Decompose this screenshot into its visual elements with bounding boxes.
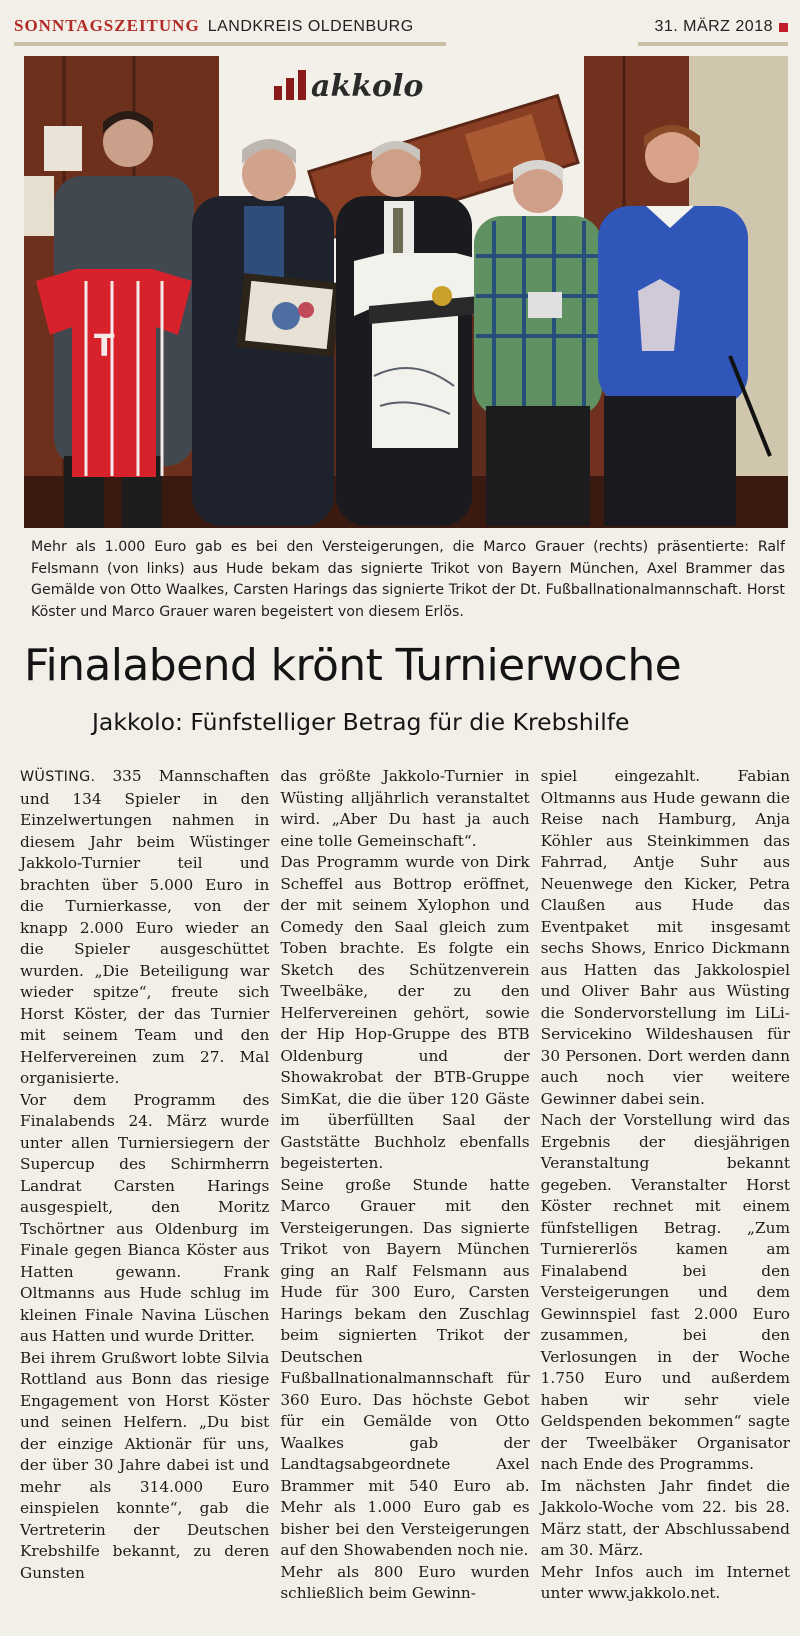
red-square-marker: [779, 23, 788, 32]
article-column-1: [20, 766, 269, 1626]
issue-date: 31. MÄRZ 2018: [654, 18, 773, 35]
article-paragraph: Seine große Stunde hatte Marco Grauer mit den Versteigerungen. Das signierte Trikot von Bayern München ging an Ralf Felsmann aus Hude für 300 Euro, Carsten Harings bekam den Zuschlag beim signierten Trikot der Deutschen Fußballnationalmannschaft für 360 Euro. Das höchste Gebot für ein Gemälde von Otto Waalkes gab der Landtagsabgeordnete Axel Brammer mit 540 Euro ab. Mehr als 1.000 Euro gab es bisher bei den Versteigerungen auf den Showabenden noch nie.: [280, 1175, 530, 1559]
article-paragraph: Bei ihrem Grußwort lobte Silvia Rottland aus Bonn das riesige Engagement von Horst Köster und seinen Helfern. „Du bist der einzige Aktionär für uns, der über 30 Jahre dabei ist und mehr als 314.000 Euro einspielen konnte“, gab die Vertreterin der Deutschen Krebshilfe bekannt, zu deren Gunsten: [20, 1348, 270, 1582]
article-subheadline: Jakkolo: Fünfstelliger Betrag für die Krebshilfe: [92, 708, 630, 736]
article-paragraph: Im nächsten Jahr findet die Jakkolo-Woche vom 22. bis 28. März statt, der Abschlussabend am 30. März.: [540, 1476, 790, 1559]
article-column-2: [280, 766, 529, 1626]
article-paragraph: WÜSTING. 335 Mannschaften und 134 Spieler in den Einzelwertungen nahmen in diesem Jahr beim Wüstinger Jakkolo-Turnier teil und brachten über 5.000 Euro in die Turnierkasse, von der knapp 2.000 Euro wieder an die Spieler ausgeschüttet wurden. „Die Beteiligung war wieder spitze“, freute sich Horst Köster, der das Turnier mit seinem Team und den Helfervereinen zum 27. Mal organisierte.: [20, 767, 270, 1087]
article-paragraph: Nach der Vorstellung wird das Ergebnis der diesjährigen Veranstaltung bekannt gegeben. Veranstalter Horst Köster rechnet mit einem fünfstelligen Betrag. „Zum Turniererlös kamen am Finalabend bei den Versteigerungen und dem Gewinnspiel fast 2.000 Euro zusammen, bei den Verlosungen in der Woche 1.750 Euro und außerdem haben wir sehr viele Geldspenden bekommen“ sagte der Tweelbäker Organisator nach Ende des Programms.: [540, 1111, 790, 1473]
dateline: WÜSTING.: [20, 769, 96, 785]
masthead-left: [14, 10, 446, 46]
article-paragraph: Das Programm wurde von Dirk Scheffel aus Bottrop eröffnet, der mit seinem Xylophon und Comedy den Saal gleich zum Toben brachte. Es folgte ein Sketch des Schützenverein Tweelbäke, der zu den Helfervereinen gehört, sowie der Hip Hop-Gruppe des BTB Oldenburg und der Showakrobat der BTB-Gruppe SimKat, die die über 120 Gäste im überfüllten Saal der Gaststätte Buchholz ebenfalls begeisterten.: [280, 853, 530, 1172]
masthead-right: [638, 10, 788, 46]
svg-text:T: T: [94, 329, 115, 364]
article-paragraph: Mehr Infos auch im Internet unter www.jakkolo.net.: [540, 1562, 790, 1602]
newspaper-name: SONNTAGSZEITUNG: [14, 16, 200, 35]
article-paragraph: Mehr als 800 Euro wurden schließlich beim Gewinn-: [280, 1562, 530, 1602]
article-paragraph: Vor dem Programm des Finalabends 24. März wurde unter allen Turniersiegern der Supercup des Schirmherrn Landrat Carsten Harings ausgespielt, den Moritz Tschörtner aus Oldenburg im Finale gegen Bianca Köster aus Hatten gewann. Frank Oltmanns aus Hude schlug im kleinen Finale Navina Lüschen aus Hatten und wurde Dritter.: [20, 1090, 270, 1345]
masthead: [0, 0, 800, 50]
region-label: LANDKREIS OLDENBURG: [207, 18, 414, 35]
article-column-3: [541, 766, 790, 1626]
photo-caption: Mehr als 1.000 Euro gab es bei den Versteigerungen, die Marco Grauer (rechts) präsentierte: Ralf Felsmann (von links) aus Hude bekam das signierte Trikot von Bayern München, Axel Brammer das Gemälde von Otto Waalkes, Carsten Harings das signierte Trikot der Dt. Fußballnationalmannschaft. Horst Köster und Marco Grauer waren begeistert von diesem Erlös.: [31, 539, 785, 620]
article-paragraph: das größte Jakkolo-Turnier in Wüsting alljährlich veranstaltet wird. „Aber Du hast ja auch eine tolle Gemeinschaft“.: [280, 767, 530, 850]
article-headline: Finalabend krönt Turnierwoche: [24, 640, 682, 691]
article-photo: [24, 56, 788, 528]
article-body: [20, 766, 790, 1626]
banner-logo-text: akkolo: [311, 69, 424, 104]
photo-illustration: [24, 56, 788, 528]
article-paragraph: spiel eingezahlt. Fabian Oltmanns aus Hude gewann die Reise nach Hamburg, Anja Köhler aus Steinkimmen das Fahrrad, Antje Suhr aus Neuenwege den Kicker, Petra Claußen aus Hude das Eventpaket mit insgesamt sechs Shows, Enrico Dickmann aus Hatten das Jakkolospiel und Oliver Bahr aus Wüsting die Sondervorstellung im LiLi-Servicekino Wildeshausen für 30 Personen. Dort werden dann auch noch vier weitere Gewinner dabei sein.: [540, 767, 790, 1108]
